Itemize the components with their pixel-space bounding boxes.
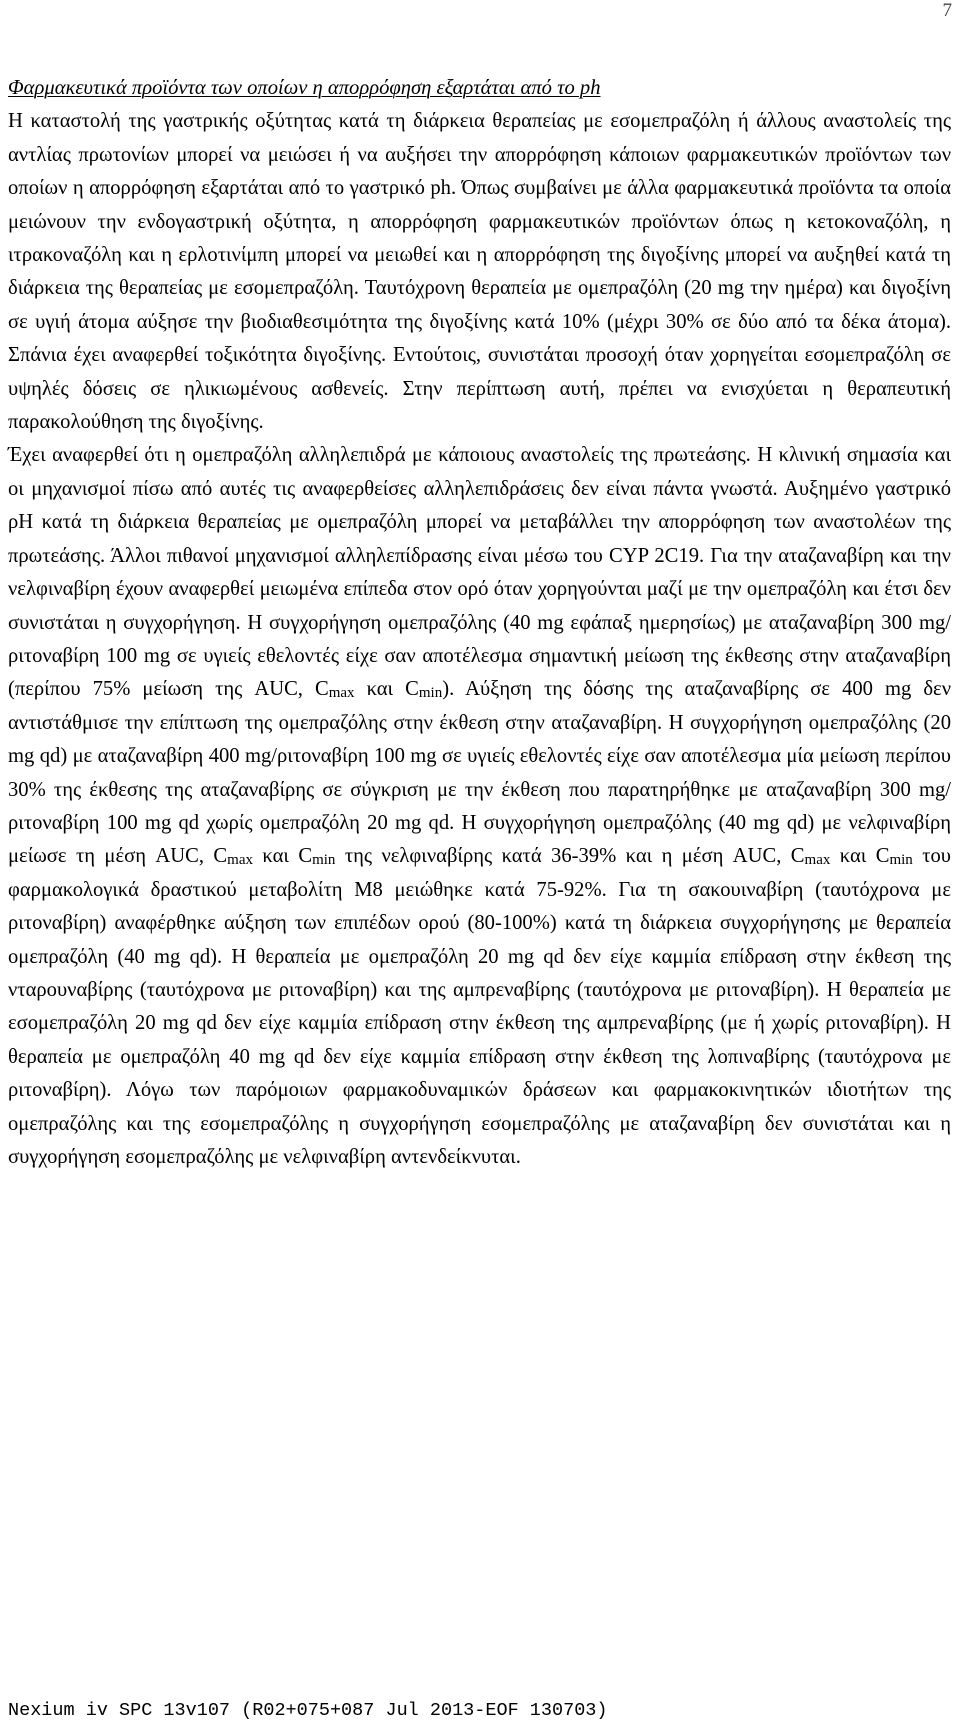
document-body: [8, 72, 951, 1174]
page-number: 7: [942, 0, 952, 21]
subscript-max: max: [328, 685, 355, 702]
text-segment: και C: [253, 845, 313, 868]
subscript-max: max: [227, 852, 253, 869]
text-segment: του φαρμακολογικά δραστικού μεταβολίτη Μ8 μειώθηκε κατά 75-92%. Για τη σακουιναβίρη (ταυτόχρονα με ριτοναβίρη) αναφέρθηκε αύξηση των επιπέδων ορού (80-100%) κατά τη διάρκεια συγχορήγησης με θεραπεία ομεπραζόλη (40 mg qd). Η θεραπεία με ομεπραζόλη 20 mg qd δεν είχε καμμία επίδραση στην έκθεση της νταρουναβίρης (ταυτόχρονα με ριτοναβίρη) και της αμπρεναβίρης (ταυτόχρονα με ριτοναβίρη). Η θεραπεία με εσομεπραζόλη 20 mg qd δεν είχε καμμία επίδραση στην έκθεση της αμπρεναβίρης (με ή χωρίς ριτοναβίρη). Η θεραπεία με ομεπραζόλη 40 mg qd δεν είχε καμμία επίδραση στην έκθεση της λοπιναβίρης (ταυτόχρονα με ριτοναβίρη). Λόγω των παρόμοιων φαρμακοδυναμικών δράσεων και φαρμακοκινητικών ιδιοτήτων της ομεπραζόλης και της εσομεπραζόλης η συγχορήγηση εσομεπραζόλης με αταζαναβίρη δεν συνιστάται και η συγχορήγηση εσομεπραζόλης με νελφιναβίρη αντενδείκνυται.: [8, 845, 951, 1168]
paragraph-digoxin: Η καταστολή της γαστρικής οξύτητας κατά τη διάρκεια θεραπείας με εσομεπραζόλη ή άλλους αναστολείς της αντλίας πρωτονίων μπορεί να μειώσει ή να αυξήσει την απορρόφηση κάποιων φαρμακευτικών προϊόντων των οποίων η απορρόφηση εξαρτάται από το γαστρικό ph. Όπως συμβαίνει με άλλα φαρμακευτικά προϊόντα τα οποία μειώνουν την ενδογαστρική οξύτητα, η απορρόφηση φαρμακευτικών προϊόντων όπως η κετοκοναζόλη, η ιτρακοναζόλη και η ερλοτινίμπη μπορεί να μειωθεί και η απορρόφηση της διγοξίνης μπορεί να αυξηθεί κατά τη διάρκεια της θεραπείας με εσομεπραζόλη. Ταυτόχρονη θεραπεία με ομεπραζόλη (20 mg την ημέρα) και διγοξίνη σε υγιή άτομα αύξησε την βιοδιαθεσιμότητα της διγοξίνης κατά 10% (μέχρι 30% σε δύο από τα δέκα άτομα). Σπάνια έχει αναφερθεί τοξικότητα διγοξίνης. Εντούτοις, συνιστάται προσοχή όταν χορηγείται εσομεπραζόλη σε υψηλές δόσεις σε ηλικιωμένους ασθενείς. Στην περίπτωση αυτή, πρέπει να ενισχύεται η θεραπευτική παρακολούθηση της διγοξίνης.: [8, 110, 951, 434]
text-segment: ). Αύξηση της δόσης της αταζαναβίρης σε 400 mg δεν αντιστάθμισε την επίπτωση της ομεπραζόλης στην έκθεση στην αταζαναβίρη. Η συγχορήγηση ομεπραζόλης (20 mg qd) με αταζαναβίρη 400 mg/ριτοναβίρη 100 mg σε υγιείς εθελοντές είχε σαν αποτέλεσμα μία μείωση περίπου 30% της έκθεσης της αταζαναβίρης σε σύγκριση με την έκθεση που παρατηρήθηκε με αταζαναβίρη 300 mg/ριτοναβίρη 100 mg qd χωρίς ομεπραζόλη 20 mg qd. Η συγχορήγηση ομεπραζόλης (40 mg qd) με νελφιναβίρη μείωσε τη μέση AUC, C: [8, 678, 952, 868]
text-segment: και C: [830, 845, 890, 868]
text-segment: της νελφιναβίρης κατά 36-39% και η μέση AUC, C: [335, 845, 805, 868]
paragraph-protease-inhibitors: [8, 439, 951, 1174]
subscript-min: min: [312, 852, 336, 869]
subscript-min: min: [418, 685, 443, 702]
subscript-max: max: [804, 852, 831, 869]
text-segment: Έχει αναφερθεί ότι η ομεπραζόλη αλληλεπιδρά με κάποιους αναστολείς της πρωτεάσης. Η κλινική σημασία και οι μηχανισμοί πίσω από αυτές τις αναφερθείσες αλληλεπιδράσεις δεν είναι πάντα γνωστά. Αυξημένο γαστρικό ρΗ κατά τη διάρκεια θεραπείας με ομεπραζόλη μπορεί να μεταβάλλει την απορρόφηση των αναστολέων της πρωτεάσης. Άλλοι πιθανοί μηχανισμοί αλληλεπίδρασης είναι μέσω του CYP 2C19. Για την αταζαναβίρη και την νελφιναβίρη έχουν αναφερθεί μειωμένα επίπεδα στον ορό όταν χορηγούνται μαζί με την ομεπραζόλη και έτσι δεν συνιστάται η συγχορήγηση. Η συγχορήγηση ομεπραζόλης (40 mg εφάπαξ ημερησίως) με αταζαναβίρη 300 mg/ριτοναβίρη 100 mg σε υγιείς εθελοντές είχε σαν αποτέλεσμα σημαντική μείωση της έκθεσης στην αταζαναβίρη (περίπου 75% μείωση της AUC, C: [8, 444, 951, 701]
document-footer: Nexium iv SPC 13v107 (R02+075+087 Jul 2013-EOF 130703): [8, 1700, 608, 1721]
subscript-min: min: [889, 852, 913, 869]
section-heading: Φαρμακευτικά προϊόντα των οποίων η απορρόφηση εξαρτάται από το ph: [8, 77, 601, 99]
text-segment: και C: [354, 678, 419, 701]
